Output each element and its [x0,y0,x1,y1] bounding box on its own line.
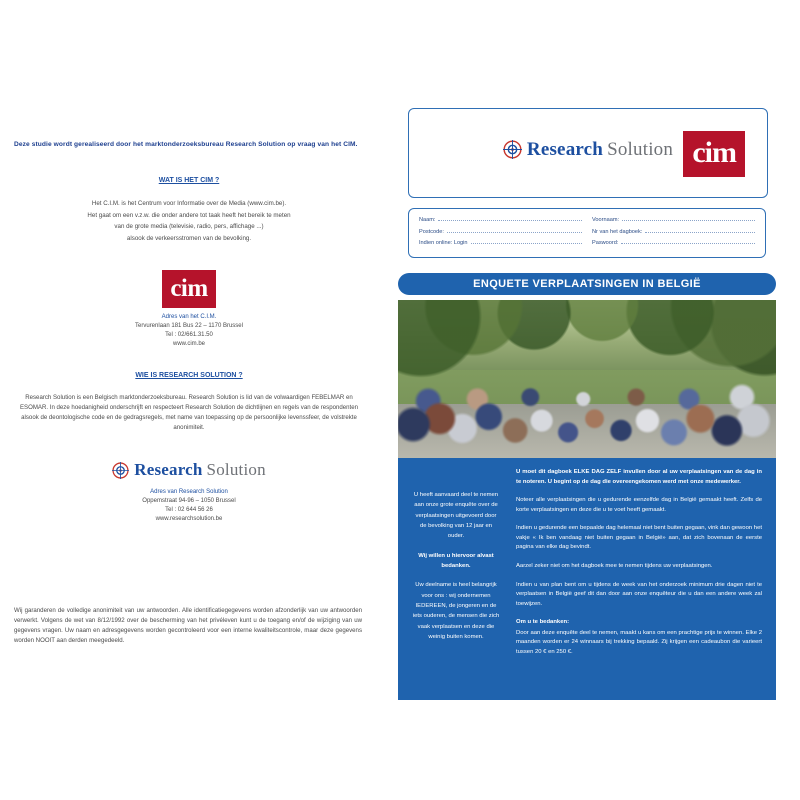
brochure-logo-word-solution: Solution [607,139,674,160]
right-col-para-4: Aarzel zeker niet om het dagboek mee te nemen tijdens uw verplaatsingen. [516,562,713,569]
brochure-cim-logo: cim [683,131,745,177]
left-col-para-1: U heeft aanvaard deel te nemen aan onze grote enquête over de verplaatsingen uitgevoerd door de bevolking van 12 jaar en ouder. [413,492,499,540]
cim-address-block [14,313,364,349]
cim-line-4: alsook de verkeersstromen van de bevolking. [126,234,252,242]
photo-crowd [398,354,776,452]
target-icon [112,462,129,479]
brochure-left-column [412,490,500,651]
password-field[interactable] [592,238,755,246]
research-solution-logo [14,457,364,483]
right-col-para-2: Noteer alle verplaatsingen die u gedurende eenzelfde dag in België gemaakt heeft. Zelfs de korte verplaatsingen en deze die u te voet heeft gemaakt. [516,497,762,513]
cim-line-1: Het C.I.M. is het Centrum voor Informatie over de Media (www.cim.be). [91,200,287,208]
left-information-panel [14,140,364,685]
cim-line-3: van de grote media (televisie, radio, pers, affichage ...) [114,223,264,231]
cim-line-2: Het gaat om een v.z.w. die onder andere tot taak heeft het bereik te meten [87,211,291,219]
voornaam-field[interactable] [592,215,755,223]
right-col-para-5: Indien u van plan bent om u tijdens de week van het onderzoek minimum drie dagen niet te verplaatsen in België geef dit dan door aan onze enquêteur die u dan een andere week zal toewijzen. [516,581,762,607]
brochure-header-box [408,108,768,198]
dagboek-number-field[interactable] [592,227,755,235]
password-label: Paswoord: [592,240,619,246]
cim-website: www.cim.be [172,340,205,347]
cim-address-line-1: Tervurenlaan 181 Bus 22 – 1170 Brussel [135,322,243,329]
left-col-para-2: Wij willen u hiervoor alvast bedanken. [418,552,494,569]
voornaam-input-line[interactable] [622,215,755,221]
cim-address-line-2: Tel : 02/661.31.50 [165,331,213,338]
naam-label: Naam: [419,217,436,223]
rs-address-heading: Adres van Research Solution [150,489,228,496]
dagboek-number-label: Nr van het dagboek: [592,228,643,235]
right-col-heading-bedanken: Om u te bedanken: [516,619,570,626]
cim-section [14,176,364,348]
naam-field[interactable] [419,215,582,223]
dagboek-number-input-line[interactable] [645,227,755,233]
form-row-login [419,238,755,246]
rs-address-line-2: Tel : 02 644 56 26 [165,507,213,514]
rs-section-title: WIE IS RESEARCH SOLUTION ? [135,371,243,379]
cim-address-heading: Adres van het C.I.M. [161,313,217,320]
right-col-para-3: Indien u gedurende een bepaalde dag helemaal niet bent buiten gegaan, vink dan gewoon het vakje « Ik ben vandaag niet buiten gegaan in België» aan, dat zich bovenaan de eerste pagina van elke dag bevindt. [516,525,762,551]
left-col-para-3: Uw deelname is heel belangrijk voor ons : wij ondernemen IEDEREEN, de jongeren en de iets ouderen, de mensen die zich vaak verplaatsen en deze die weinig buiten komen. [412,582,500,640]
right-col-para-7: Door aan deze enquête deel te nemen, maakt u kans om een prachtige prijs te winnen. Elke 2 maanden worden er 24 winnaars bij trekking bepaald. Zij krijgen een cadeaubon die varieert tussen 20 € en 250 €. [516,629,762,655]
target-icon [503,140,522,159]
brochure-logo-word-research: Research [526,139,604,160]
cim-section-text [14,199,364,243]
cim-section-title: WAT IS HET CIM ? [158,177,220,185]
rs-logo-word-solution: Solution [206,459,266,479]
cim-logo: cim [162,270,215,308]
cim-logo-container [14,270,364,308]
rs-address-line-1: Oppemstraat 94-96 – 1050 Brussel [142,498,236,505]
research-solution-section [14,371,364,525]
password-input-line[interactable] [621,238,755,244]
postcode-field[interactable] [419,227,582,235]
login-label: Indien online: Login [419,240,468,246]
rs-website: www.researchsolution.be [155,516,223,523]
right-col-para-1: U moet dit dagboek ELKE DAG ZELF invullen door al uw verplaatsingen van de dag in te noteren. U begint op de dag die overeengekomen werd met onze medewerker. [516,469,762,485]
brochure-title-band: ENQUETE VERPLAATSINGEN IN BELGIË [398,273,776,295]
naam-input-line[interactable] [438,215,582,221]
lead-statement: Deze studie wordt gerealiseerd door het marktonderzoeksbureau Research Solution op vraag van het CIM. [14,141,358,148]
brochure-body [398,458,776,700]
form-row-naam [419,215,755,223]
rs-address-block [14,488,364,524]
crowd-photo [398,300,776,458]
rs-section-paragraph: Research Solution is een Belgisch marktonderzoeksbureau. Research Solution is lid van de volwaardigen FEBELMAR en ESOMAR. In deze hoedanigheid onderschrijft en respecteert Research Solution de dichtlijnen en regels van de respondenten alsook de deontologische code en de gedragsregels, met name van toepassing op de persoonlijke levenssfeer, de volstrekte anonimiteit. [19,394,359,431]
rs-logo-word-research: Research [134,459,203,479]
form-row-postcode [419,227,755,235]
voornaam-label: Voornaam: [592,217,620,223]
postcode-label: Postcode: [419,228,444,235]
brochure-page [388,108,784,700]
login-field[interactable] [419,238,582,246]
privacy-note: Wij garanderen de volledige anonimiteit van uw antwoorden. Alle identificatiegegevens worden afzonderlijk van uw antwoorden verwerkt. Volgens de wet van 8/12/1992 over de bescherming van het privéleven kunt u de toegang en/of de wijziging van uw gegevens vragen. Uw naam en adresgegevens worden gecontroleerd voor een interne kwaliteitscontrole, maar deze gegevens worden NOOIT aan derden meegedeeld. [14,607,362,644]
respondent-form[interactable] [408,208,766,258]
brochure-right-column [516,468,762,666]
login-input-line[interactable] [471,238,582,244]
postcode-input-line[interactable] [447,227,582,233]
